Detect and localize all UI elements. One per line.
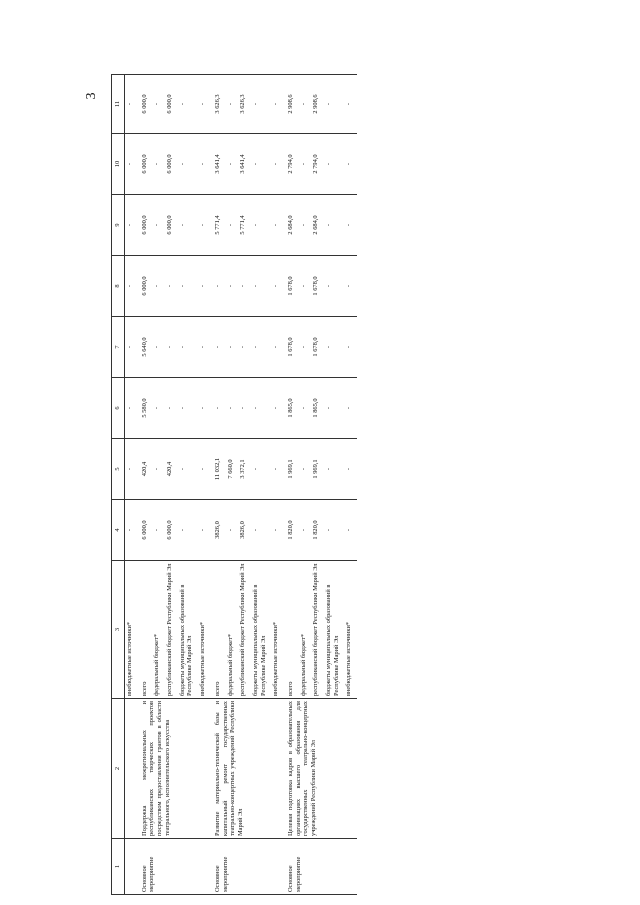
value-cell: 3 626,3 <box>238 75 251 134</box>
value-cell: - <box>344 256 357 317</box>
value-cell: - <box>178 256 198 317</box>
value-cell: 1 678,0 <box>284 256 299 317</box>
value-cell: - <box>211 317 226 378</box>
event-type: Основное мероприятие <box>211 839 284 895</box>
event-type: Основное мероприятие <box>138 839 211 895</box>
value-cell: 6 000,0 <box>138 500 153 561</box>
value-cell: 1 678,0 <box>284 317 299 378</box>
funding-source: федеральный бюджет* <box>152 561 165 699</box>
column-header: 6 <box>112 378 125 439</box>
rotated-table-area <box>111 75 591 895</box>
value-cell: - <box>226 134 239 195</box>
column-header: 4 <box>112 500 125 561</box>
value-cell: 3826,0 <box>211 500 226 561</box>
value-cell: - <box>271 195 284 256</box>
table-body <box>125 75 358 895</box>
value-cell: 3 641,4 <box>211 134 226 195</box>
value-cell: 1 678,0 <box>311 256 324 317</box>
value-cell: - <box>125 75 138 134</box>
value-cell: - <box>226 500 239 561</box>
value-cell: - <box>198 439 211 500</box>
value-cell: - <box>271 134 284 195</box>
value-cell: - <box>299 317 312 378</box>
value-cell: - <box>344 75 357 134</box>
value-cell: - <box>251 195 271 256</box>
value-cell: 6 000,0 <box>165 195 178 256</box>
table-header-row <box>112 75 125 895</box>
value-cell: 2 794,0 <box>284 134 299 195</box>
event-title: Развитие материально-технической базы и капитальный ремонт государственных театрально-концертных учреждений Республики Марий Эл <box>211 699 284 839</box>
value-cell: - <box>299 439 312 500</box>
value-cell: - <box>152 134 165 195</box>
funding-source: республиканский бюджет Республики Марий Эл <box>311 561 324 699</box>
value-cell: 1 969,1 <box>311 439 324 500</box>
event-type: Основное мероприятие <box>284 839 357 895</box>
value-cell: 1 865,0 <box>284 378 299 439</box>
value-cell: 11 032,1 <box>211 439 226 500</box>
value-cell: - <box>178 317 198 378</box>
funding-source: внебюджетные источники* <box>198 561 211 699</box>
funding-source: бюджеты муниципальных образований в Республике Марий Эл <box>178 561 198 699</box>
value-cell: 3826,0 <box>238 500 251 561</box>
value-cell: 1 865,0 <box>311 378 324 439</box>
value-cell: - <box>238 378 251 439</box>
value-cell: - <box>226 195 239 256</box>
value-cell: - <box>299 256 312 317</box>
value-cell: - <box>152 317 165 378</box>
column-header: 5 <box>112 439 125 500</box>
value-cell: - <box>344 378 357 439</box>
value-cell: - <box>271 439 284 500</box>
value-cell: 3 372,1 <box>238 439 251 500</box>
value-cell: - <box>198 195 211 256</box>
value-cell: - <box>238 317 251 378</box>
value-cell: 7 660,0 <box>226 439 239 500</box>
value-cell: 6 000,0 <box>165 500 178 561</box>
table-row <box>284 75 299 895</box>
value-cell: 1 820,0 <box>284 500 299 561</box>
value-cell: - <box>152 195 165 256</box>
value-cell: - <box>324 317 344 378</box>
value-cell: - <box>324 378 344 439</box>
value-cell: - <box>178 134 198 195</box>
funding-source: всего <box>284 561 299 699</box>
value-cell: - <box>251 256 271 317</box>
value-cell: - <box>125 256 138 317</box>
column-header: 7 <box>112 317 125 378</box>
value-cell: 6 000,0 <box>138 256 153 317</box>
value-cell: - <box>271 317 284 378</box>
column-header: 11 <box>112 75 125 134</box>
value-cell: 1 820,0 <box>311 500 324 561</box>
value-cell: - <box>251 378 271 439</box>
value-cell: - <box>271 378 284 439</box>
event-title: Поддержка межрегиональных и республиканских творческих проектов посредством предоставления грантов в области театрального, исполнительского искусства <box>138 699 211 839</box>
value-cell: - <box>178 500 198 561</box>
value-cell: - <box>251 134 271 195</box>
funding-source: всего <box>211 561 226 699</box>
value-cell: - <box>344 134 357 195</box>
value-cell: - <box>165 378 178 439</box>
column-header: 8 <box>112 256 125 317</box>
value-cell: 2 684,0 <box>284 195 299 256</box>
value-cell: 2 908,6 <box>284 75 299 134</box>
value-cell: 6 000,0 <box>138 134 153 195</box>
funding-source: внебюджетные источники* <box>125 561 138 699</box>
value-cell: - <box>198 75 211 134</box>
value-cell: 420,4 <box>165 439 178 500</box>
value-cell: 420,4 <box>138 439 153 500</box>
value-cell: - <box>324 195 344 256</box>
value-cell: - <box>324 256 344 317</box>
value-cell: - <box>198 134 211 195</box>
value-cell: - <box>251 317 271 378</box>
value-cell: - <box>299 500 312 561</box>
value-cell: - <box>178 195 198 256</box>
value-cell: 6 000,0 <box>165 134 178 195</box>
value-cell: - <box>344 317 357 378</box>
value-cell: 1 969,1 <box>284 439 299 500</box>
funding-source: республиканский бюджет Республики Марий Эл <box>238 561 251 699</box>
value-cell: 2 684,0 <box>311 195 324 256</box>
value-cell: - <box>165 256 178 317</box>
value-cell: - <box>344 195 357 256</box>
value-cell: 2 794,0 <box>311 134 324 195</box>
page-number: 3 <box>84 92 99 100</box>
event-title: Целевая подготовка кадров в образовательных организациях высшего образования для государственных театрально-концертных учреждений Республики Марий Эл <box>284 699 357 839</box>
value-cell: - <box>299 378 312 439</box>
value-cell: 5 580,0 <box>138 378 153 439</box>
value-cell: - <box>125 500 138 561</box>
value-cell: - <box>226 256 239 317</box>
funding-source: республиканский бюджет Республики Марий Эл <box>165 561 178 699</box>
value-cell: - <box>226 378 239 439</box>
value-cell: - <box>125 378 138 439</box>
value-cell: - <box>324 439 344 500</box>
value-cell: - <box>178 378 198 439</box>
value-cell: - <box>251 500 271 561</box>
value-cell: - <box>251 75 271 134</box>
funding-source: всего <box>138 561 153 699</box>
value-cell: - <box>152 75 165 134</box>
value-cell: - <box>198 378 211 439</box>
value-cell: 3 641,4 <box>238 134 251 195</box>
value-cell: - <box>125 134 138 195</box>
value-cell: 6 000,0 <box>138 75 153 134</box>
funding-source: внебюджетные источники* <box>344 561 357 699</box>
value-cell: - <box>198 500 211 561</box>
value-cell: - <box>178 75 198 134</box>
value-cell: - <box>226 317 239 378</box>
column-header: 9 <box>112 195 125 256</box>
value-cell: - <box>324 134 344 195</box>
value-cell: - <box>152 378 165 439</box>
value-cell: 2 908,6 <box>311 75 324 134</box>
value-cell: 5 640,0 <box>138 317 153 378</box>
value-cell: - <box>271 500 284 561</box>
value-cell: - <box>125 317 138 378</box>
column-header: 10 <box>112 134 125 195</box>
column-header: 3 <box>112 561 125 699</box>
funding-source: бюджеты муниципальных образований в Республике Марий Эл <box>251 561 271 699</box>
value-cell: - <box>152 256 165 317</box>
value-cell: - <box>211 378 226 439</box>
value-cell: - <box>198 317 211 378</box>
value-cell: - <box>125 195 138 256</box>
column-header: 1 <box>112 839 125 895</box>
funding-source: внебюджетные источники* <box>271 561 284 699</box>
value-cell: - <box>251 439 271 500</box>
table-row <box>211 75 226 895</box>
value-cell: - <box>271 75 284 134</box>
funding-source: федеральный бюджет* <box>226 561 239 699</box>
funding-source: федеральный бюджет* <box>299 561 312 699</box>
value-cell: - <box>344 439 357 500</box>
value-cell: - <box>271 256 284 317</box>
value-cell: - <box>299 134 312 195</box>
budget-table <box>111 74 357 895</box>
value-cell: - <box>324 75 344 134</box>
value-cell: 6 000,0 <box>138 195 153 256</box>
value-cell: - <box>299 75 312 134</box>
value-cell: 6 000,0 <box>165 75 178 134</box>
value-cell: - <box>299 195 312 256</box>
value-cell: 1 678,0 <box>311 317 324 378</box>
value-cell: - <box>211 256 226 317</box>
value-cell: 5 771,4 <box>238 195 251 256</box>
value-cell: - <box>152 500 165 561</box>
value-cell: - <box>324 500 344 561</box>
table-row <box>125 75 138 895</box>
value-cell: 5 771,4 <box>211 195 226 256</box>
value-cell: - <box>125 439 138 500</box>
value-cell: - <box>165 317 178 378</box>
value-cell: - <box>152 439 165 500</box>
value-cell: 3 626,3 <box>211 75 226 134</box>
value-cell: - <box>178 439 198 500</box>
value-cell: - <box>344 500 357 561</box>
table-row <box>138 75 153 895</box>
funding-source: бюджеты муниципальных образований в Республике Марий Эл <box>324 561 344 699</box>
value-cell: - <box>198 256 211 317</box>
value-cell: - <box>238 256 251 317</box>
column-header: 2 <box>112 699 125 839</box>
value-cell: - <box>226 75 239 134</box>
